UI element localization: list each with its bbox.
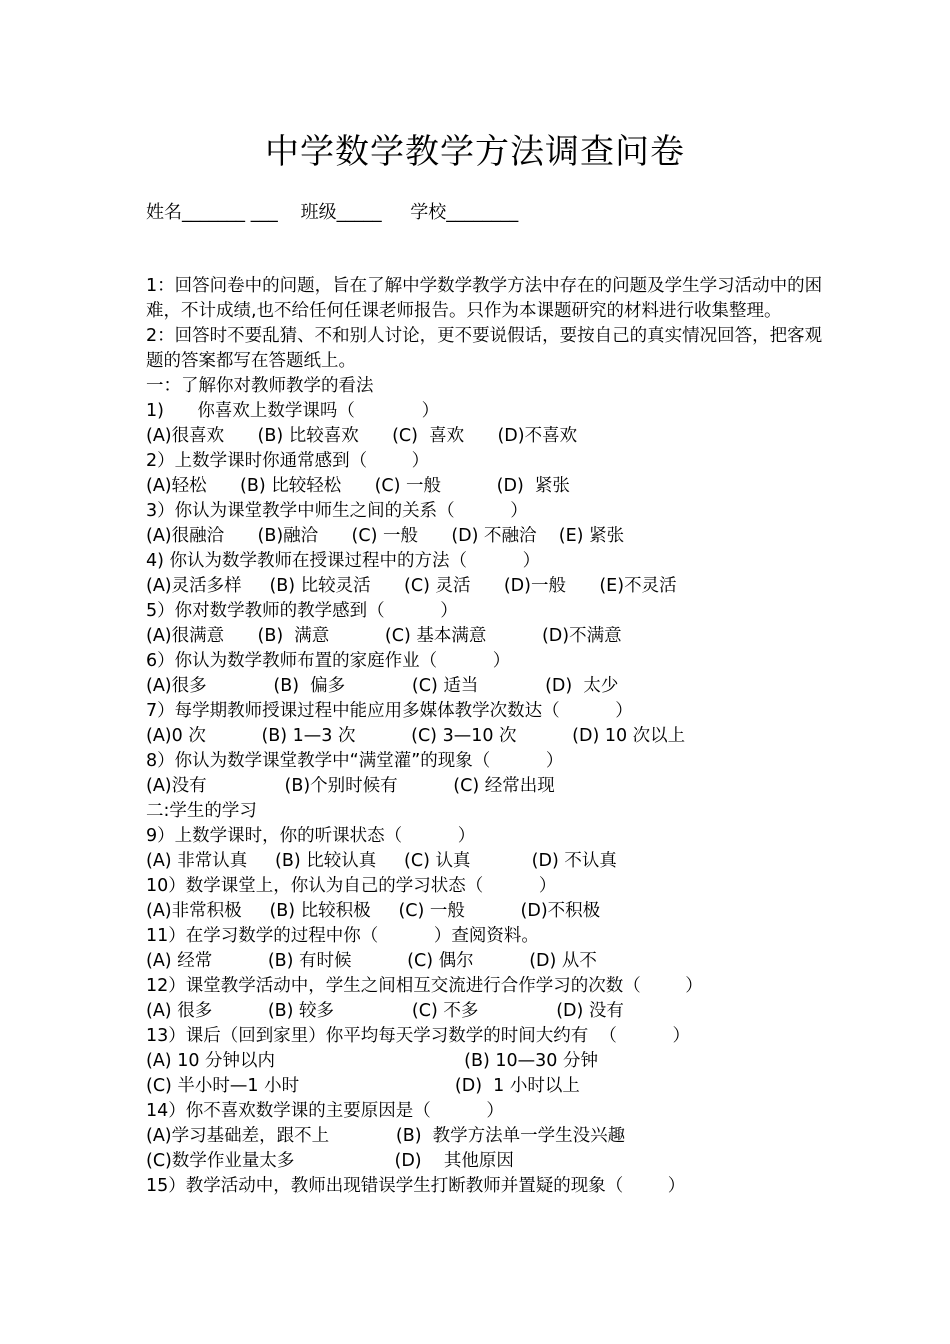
question-line: (A)很融洽 (B)融洽 (C) 一般 (D) 不融洽 (E) 紧张 xyxy=(146,526,625,546)
question-line: 一：了解你对教师教学的看法 xyxy=(146,376,374,396)
question-line: (A)0 次 (B) 1—3 次 (C) 3—10 次 (D) 10 次以上 xyxy=(146,726,686,746)
question-line: 6）你认为数学教师布置的家庭作业（ ） xyxy=(146,651,511,671)
question-line: 15）教学活动中，教师出现错误学生打断教师并置疑的现象（ ） xyxy=(146,1176,686,1196)
question-line: (A)很多 (B) 偏多 (C) 适当 (D) 太少 xyxy=(146,676,619,696)
question-line: (C) 半小时—1 小时 (D) 1 小时以上 xyxy=(146,1076,580,1096)
question-line: (A)轻松 (B) 比较轻松 (C) 一般 (D) 紧张 xyxy=(146,476,570,496)
question-line: (A) 10 分钟以内 (B) 10—30 分钟 xyxy=(146,1051,598,1071)
question-line: 12）课堂教学活动中，学生之间相互交流进行合作学习的次数（ ） xyxy=(146,976,703,996)
question-line: 4) 你认为数学教师在授课过程中的方法（ ） xyxy=(146,551,541,571)
question-line: (A) 非常认真 (B) 比较认真 (C) 认真 (D) 不认真 xyxy=(146,851,617,871)
question-line: (A)非常积极 (B) 比较积极 (C) 一般 (D)不积极 xyxy=(146,901,601,921)
page-title: 中学数学教学方法调查问卷 xyxy=(265,132,685,172)
intro-paragraph-2: 2：回答时不要乱猜、不和别人讨论，更不要说假话，要按自己的真实情况回答，把客观题的答案都写在答题纸上。 xyxy=(146,326,823,371)
question-line: (A)灵活多样 (B) 比较灵活 (C) 灵活 (D)一般 (E)不灵活 xyxy=(146,576,677,596)
question-line: 二:学生的学习 xyxy=(146,801,257,821)
question-line: (C)数学作业量太多 (D) 其他原因 xyxy=(146,1151,514,1171)
question-line: 10）数学课堂上，你认为自己的学习状态（ ） xyxy=(146,876,557,896)
question-line: 14）你不喜欢数学课的主要原因是（ ） xyxy=(146,1101,504,1121)
question-line: 11）在学习数学的过程中你（ ）查阅资料。 xyxy=(146,926,539,946)
question-line: 5）你对数学教师的教学感到（ ） xyxy=(146,601,458,621)
question-line: (A)学习基础差，跟不上 (B) 教学方法单一学生没兴趣 xyxy=(146,1126,626,1146)
student-info-fields: 姓名_______ ___ 班级_____ 学校________ xyxy=(146,202,519,223)
question-line: (A)很喜欢 (B) 比较喜欢 (C) 喜欢 (D)不喜欢 xyxy=(146,426,578,446)
question-line: 2）上数学课时你通常感到（ ） xyxy=(146,451,430,471)
question-line: (A) 很多 (B) 较多 (C) 不多 (D) 没有 xyxy=(146,1001,624,1021)
question-line: 13）课后（回到家里）你平均每天学习数学的时间大约有 （ ） xyxy=(146,1026,691,1046)
questionnaire-body xyxy=(146,274,826,1199)
intro-paragraph-1: 1：回答问卷中的问题，旨在了解中学数学教学方法中存在的问题及学生学习活动中的困难，不计成绩,也不给任何任课老师报告。只作为本课题研究的材料进行收集整理。 xyxy=(146,276,823,321)
question-line: 3）你认为课堂教学中师生之间的关系（ ） xyxy=(146,501,528,521)
question-line: (A)很满意 (B) 满意 (C) 基本满意 (D)不满意 xyxy=(146,626,622,646)
question-lines xyxy=(146,374,826,1199)
question-line: (A) 经常 (B) 有时候 (C) 偶尔 (D) 从不 xyxy=(146,951,597,971)
question-line: 7）每学期教师授课过程中能应用多媒体教学次数达（ ） xyxy=(146,701,633,721)
question-line: 1) 你喜欢上数学课吗（ ） xyxy=(146,401,440,421)
question-line: 9）上数学课时，你的听课状态（ ） xyxy=(146,826,476,846)
question-line: (A)没有 (B)个别时候有 (C) 经常出现 xyxy=(146,776,555,796)
question-line: 8）你认为数学课堂教学中“满堂灌”的现象（ ） xyxy=(146,751,564,771)
